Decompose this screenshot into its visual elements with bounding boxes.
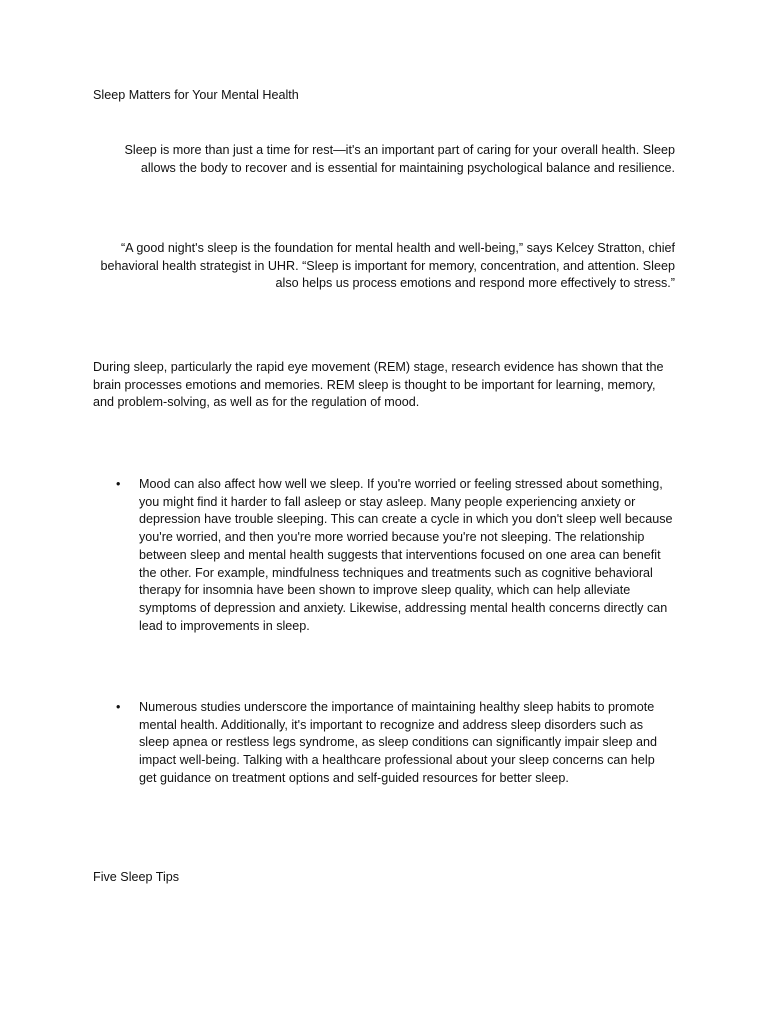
quote-paragraph: “A good night's sleep is the foundation for mental health and well-being,” says Kelcey Stratton, chief behavioral health strategist in UHR. “Sleep is important for memory, concentration, and attention. Sleep also helps us process emotions and respond more effectively to stress.”: [100, 241, 675, 291]
rem-sleep-paragraph: During sleep, particularly the rapid eye movement (REM) stage, research evidence has shown that the brain processes emotions and memories. REM sleep is thought to be important for learning, memory, and problem-solving, as well as for the regulation of mood.: [93, 360, 664, 410]
document-title: Sleep Matters for Your Mental Health: [93, 88, 299, 102]
bullet-marker: •: [116, 477, 121, 491]
bullet-text-healthy-sleep-habits: Numerous studies underscore the importance of maintaining healthy sleep habits to promote mental health. Additionally, it's important to recognize and address sleep disorders such as sleep apnea or restless legs syndrome, as sleep conditions can significantly impair sleep and impact well-being. Talking with a healthcare professional about your sleep concerns can help get guidance on treatment options and self-guided resources for better sleep.: [139, 700, 658, 785]
bullet-text-mood-and-sleep: Mood can also affect how well we sleep. If you're worried or feeling stressed about something, you might find it harder to fall asleep or stay asleep. Many people experiencing anxiety or depression have trouble sleeping. This can create a cycle in which you don't sleep well because you're worried, and then you're more worried because you're not sleeping. The relationship between sleep and mental health suggests that interventions focused on one area can benefit the other. For example, mindfulness techniques and treatments such as cognitive behavioral therapy for insomnia have been shown to improve sleep quality, which can help alleviate symptoms of depression and anxiety. Likewise, addressing mental health concerns directly can lead to improvements in sleep.: [139, 477, 673, 633]
tips-heading: Five Sleep Tips: [93, 870, 180, 884]
intro-paragraph: Sleep is more than just a time for rest—it's an important part of caring for your overall health. Sleep allows the body to recover and is essential for maintaining psychological balance and resilience.: [124, 143, 675, 175]
bullet-marker: •: [116, 700, 121, 714]
